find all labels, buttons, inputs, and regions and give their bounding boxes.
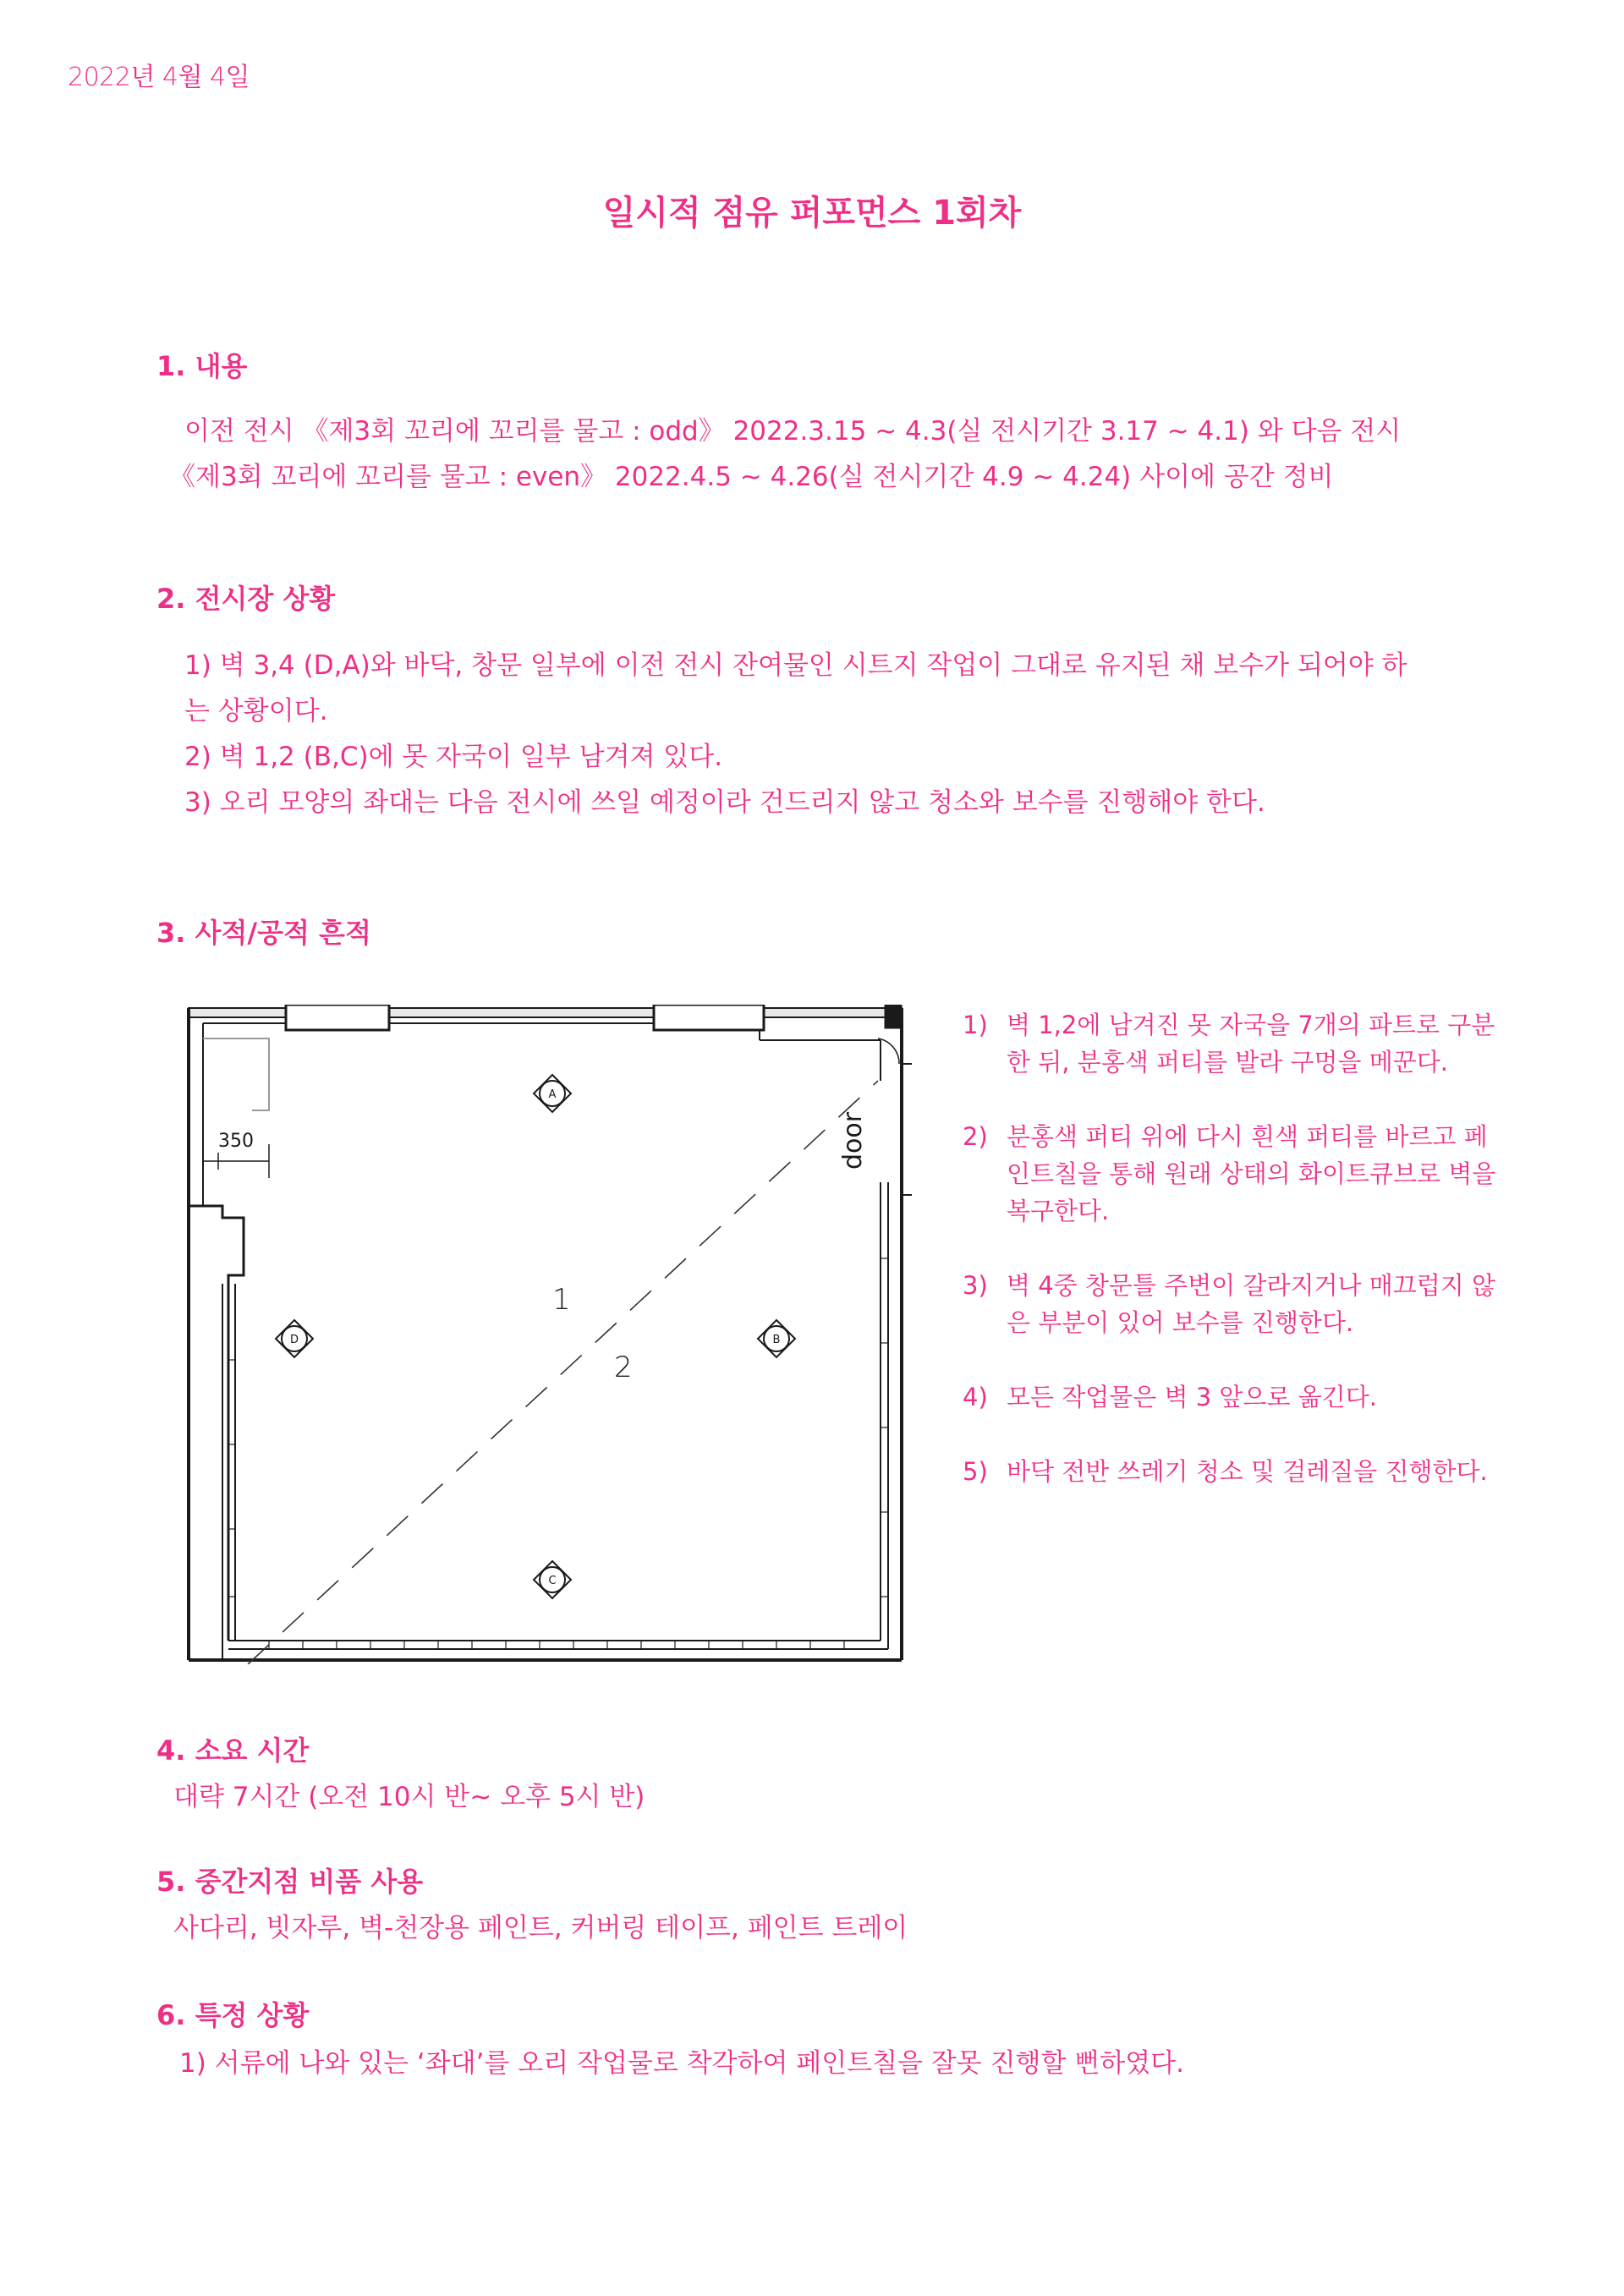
note-number: 1) (963, 1011, 988, 1039)
marker-d (276, 1320, 313, 1357)
supplies-text: 사다리, 빗자루, 벽-천장용 페인트, 커버링 테이프, 페인트 트레이 (173, 1913, 908, 1943)
region-2-label: 2 (614, 1351, 633, 1384)
note-item (963, 1453, 1504, 1490)
situation-line-3: 2) 벽 1,2 (B,C)에 못 자국이 일부 남겨져 있다. (184, 742, 723, 772)
document-title: 일시적 점유 퍼포먼스 1회차 (602, 194, 1022, 233)
document-date: 2022년 4월 4일 (68, 63, 250, 92)
note-item (963, 1006, 1504, 1081)
section-heading-special: 6. 특정 상황 (156, 1999, 310, 2031)
content-line-1: 이전 전시 《제3회 꼬리에 꼬리를 물고 : odd》 2022.3.15 ~ 4.3(실 전시기간 3.17 ~ 4.1) 와 다음 전시 (184, 416, 1402, 447)
marker-c-label: C (548, 1575, 557, 1587)
work-notes (963, 1006, 1504, 1527)
note-text: 벽 1,2에 남겨진 못 자국을 7개의 파트로 구분한 뒤, 분홍색 퍼티를 발라 구멍을 메꾼다. (1007, 1011, 1495, 1077)
dimension-label: 350 (218, 1131, 254, 1152)
marker-a (534, 1075, 571, 1112)
note-number: 3) (963, 1271, 988, 1300)
marker-b (758, 1320, 795, 1357)
duration-text: 대략 7시간 (오전 10시 반~ 오후 5시 반) (173, 1782, 645, 1812)
section-heading-duration: 4. 소요 시간 (156, 1734, 310, 1767)
marker-c (534, 1561, 571, 1598)
situation-line-2: 는 상황이다. (184, 696, 328, 726)
note-text: 바닥 전반 쓰레기 청소 및 걸레질을 진행한다. (1007, 1457, 1488, 1486)
note-number: 2) (963, 1122, 988, 1151)
section-heading-situation: 2. 전시장 상황 (156, 583, 336, 615)
note-item (963, 1378, 1504, 1416)
special-text: 1) 서류에 나와 있는 ‘좌대’를 오리 작업물로 착각하여 페인트칠을 잘못 진행할 뻔하였다. (179, 2048, 1184, 2079)
note-item (963, 1267, 1504, 1341)
marker-d-label: D (289, 1334, 299, 1346)
section-heading-content: 1. 내용 (156, 350, 248, 382)
situation-line-4: 3) 오리 모양의 좌대는 다음 전시에 쓰일 예정이라 건드리지 않고 청소와 보수를 진행해야 한다. (184, 787, 1265, 818)
section-heading-traces: 3. 사적/공적 흔적 (156, 917, 371, 949)
region-1-label: 1 (552, 1283, 571, 1317)
note-text: 벽 4중 창문틀 주변이 갈라지거나 매끄럽지 않은 부분이 있어 보수를 진행한다. (1007, 1271, 1496, 1337)
content-line-2: 《제3회 꼬리에 꼬리를 물고 : even》 2022.4.5 ~ 4.26(실 전시기간 4.9 ~ 4.24) 사이에 공간 정비 (169, 462, 1334, 492)
marker-a-label: A (548, 1088, 557, 1101)
floor-plan (184, 1005, 912, 1664)
note-number: 4) (963, 1383, 988, 1411)
situation-line-1: 1) 벽 3,4 (D,A)와 바닥, 창문 일부에 이전 전시 잔여물인 시트지 작업이 그대로 유지된 채 보수가 되어야 하 (184, 650, 1407, 681)
marker-b-label: B (772, 1334, 781, 1346)
note-number: 5) (963, 1457, 988, 1486)
note-text: 모든 작업물은 벽 3 앞으로 옮긴다. (1007, 1383, 1377, 1411)
note-item (963, 1118, 1504, 1230)
door-label: door (838, 1111, 868, 1170)
note-text: 분홍색 퍼티 위에 다시 흰색 퍼티를 바르고 페인트칠을 통해 원래 상태의 화이트큐브로 벽을 복구한다. (1007, 1122, 1496, 1225)
section-heading-supplies: 5. 중간지점 비품 사용 (156, 1866, 424, 1898)
